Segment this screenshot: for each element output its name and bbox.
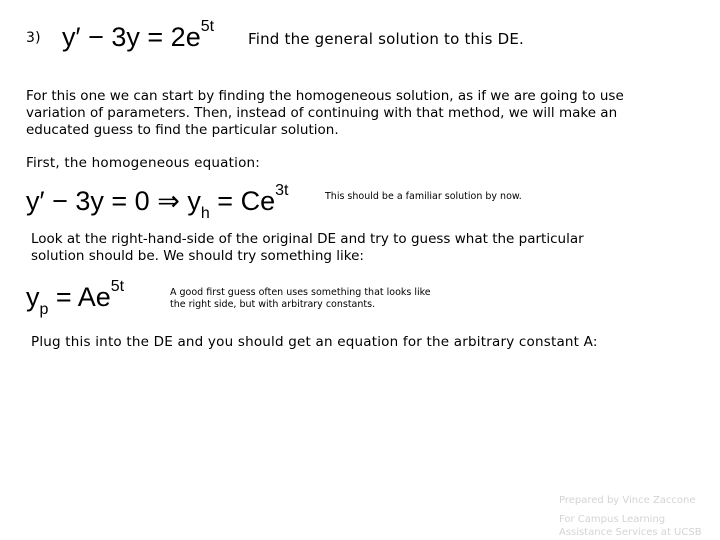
equation-rhs: 2e [170,22,201,52]
equation-zero: 0 [134,186,150,216]
equation-exponent: 5t [200,18,215,35]
footer-for: For Campus Learning Assistance Services at UCSB [559,514,702,538]
problem-number: 3) [26,30,41,46]
footer-prepared: Prepared by Vince Zaccone [559,495,696,506]
equation-lhs: y′ − 3y [26,186,104,216]
y-symbol: y [187,186,201,216]
plug-instruction: Plug this into the DE and you should get an equation for the arbitrary constant A: [31,334,598,350]
problem-equation [62,18,215,53]
equation-lhs: y′ − 3y [62,22,140,52]
intro-paragraph: For this one we can start by finding the homogeneous solution, as if we are going to use variation of parameters. Then, instead of continuing with that method, we will make an educated guess to find the particular solution. [26,88,624,138]
y-subscript: p [39,301,49,318]
guess-note: A good first guess often uses something that looks like the right side, but with arbitrary constants. [170,287,431,310]
y-subscript: h [200,205,210,222]
problem-instruction: Find the general solution to this DE. [248,30,524,48]
equals-sign: = [55,282,72,312]
implies-arrow: ⇒ [157,186,180,216]
homogeneous-note: This should be a familiar solution by now. [325,191,522,202]
homogeneous-equation [26,182,289,222]
guess-equation [26,278,125,318]
equation-exponent: 3t [275,182,289,199]
y-symbol: y [26,282,40,312]
homogeneous-heading: First, the homogeneous equation: [26,155,261,171]
equals-sign: = [147,22,164,52]
equation-rhs: Ae [77,282,111,312]
guess-paragraph: Look at the right-hand-side of the original DE and try to guess what the particular solution should be. We should try something like: [31,231,584,264]
equals-sign: = [111,186,128,216]
equation-rhs: Ce [240,186,276,216]
equals-sign: = [217,186,234,216]
equation-exponent: 5t [110,278,125,295]
